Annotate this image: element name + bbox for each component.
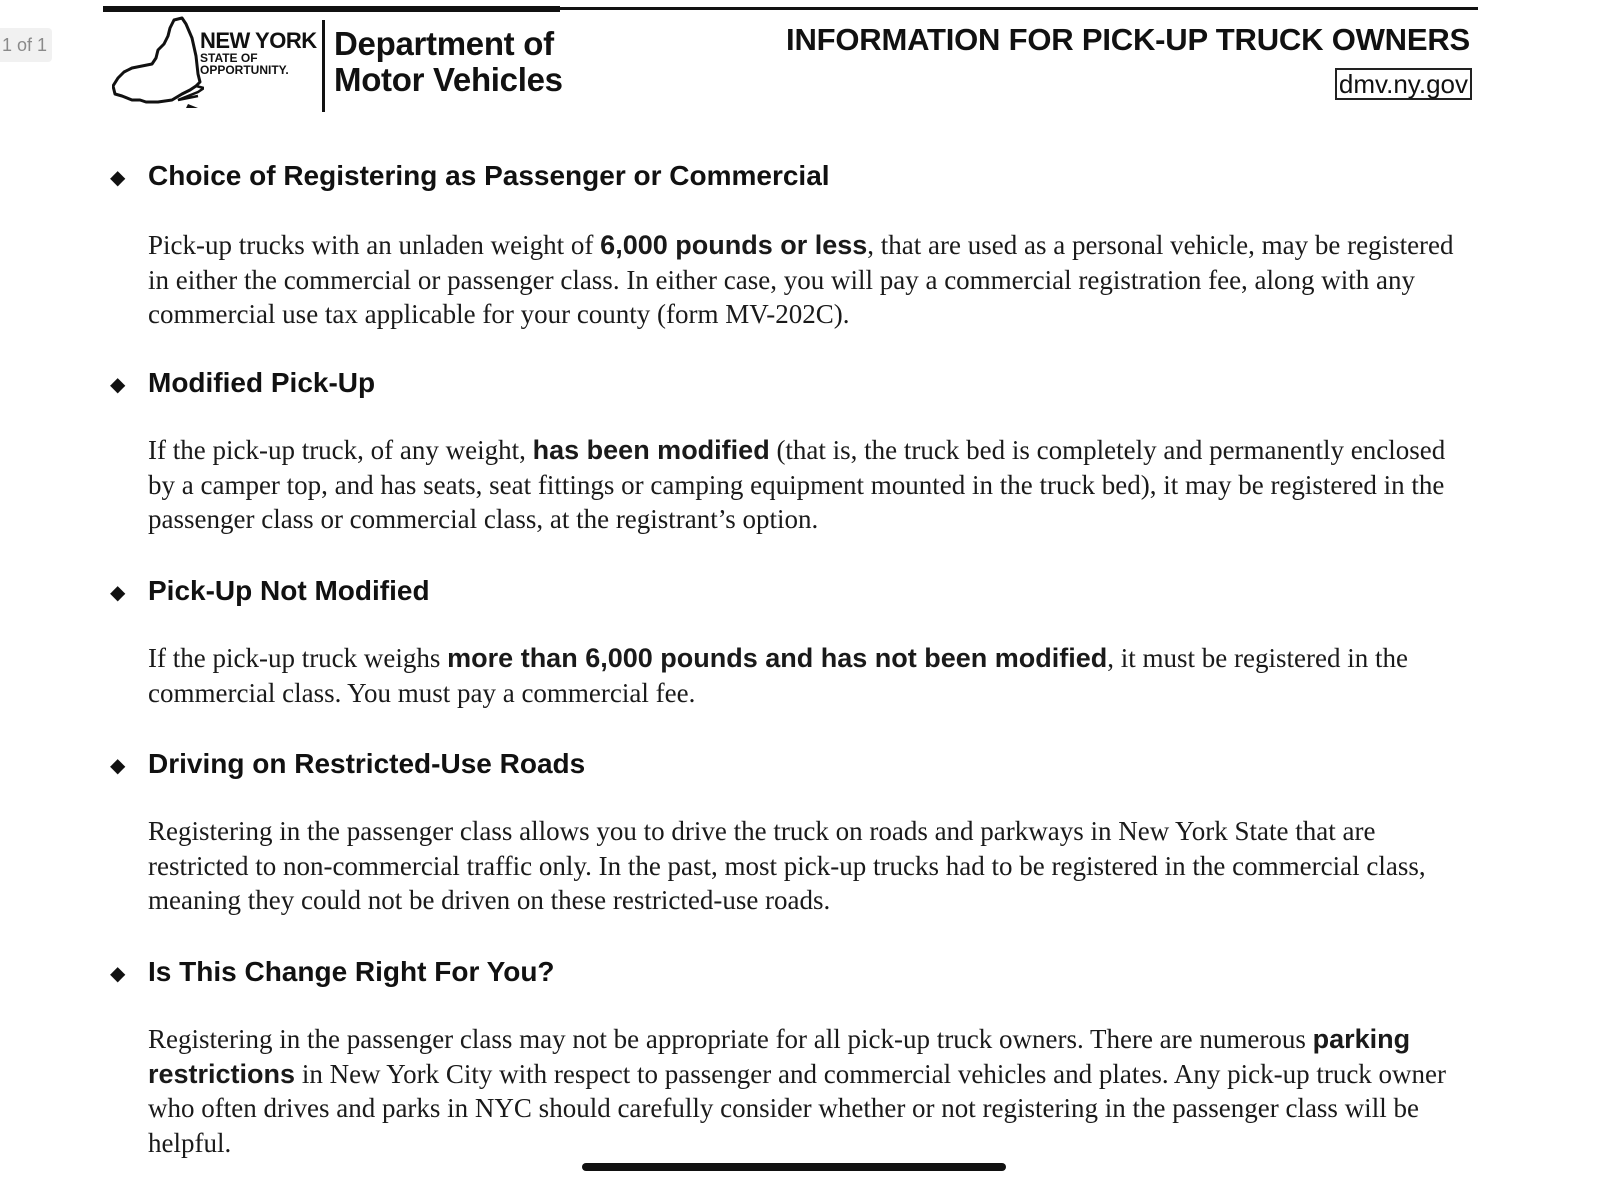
section-paragraph (148, 1022, 1468, 1160)
page-counter: 1 of 1 (0, 28, 52, 62)
section-paragraph (148, 433, 1468, 537)
paragraph-text: If the pick-up truck, of any weight, (148, 435, 533, 465)
section-paragraph (148, 228, 1468, 332)
section-heading: Driving on Restricted-Use Roads (148, 748, 586, 779)
paragraph-text: If the pick-up truck weighs (148, 643, 448, 673)
header-rule-thick (103, 6, 560, 12)
agency-name (334, 26, 563, 98)
paragraph-emphasis: more than 6,000 pounds and has not been modified (447, 643, 1108, 673)
new-york-state-outline-icon (112, 16, 204, 112)
section-paragraph (148, 814, 1468, 918)
tagline-line1: STATE OF (200, 51, 258, 65)
document-title: INFORMATION FOR PICK-UP TRUCK OWNERS (786, 22, 1470, 57)
section-heading: Modified Pick-Up (148, 367, 376, 398)
home-indicator-bar[interactable] (582, 1163, 1006, 1171)
logo-divider (322, 20, 325, 112)
section-paragraph (148, 641, 1468, 710)
tagline-line2: OPPORTUNITY. (200, 63, 289, 77)
diamond-bullet-icon: ◆ (110, 753, 126, 777)
section-heading: Pick-Up Not Modified (148, 575, 430, 606)
paragraph-text: Pick-up trucks with an unladen weight of (148, 230, 601, 260)
diamond-bullet-icon: ◆ (110, 961, 126, 985)
diamond-bullet-icon: ◆ (110, 372, 126, 396)
paragraph-text-end: , it must be registered in the commercial class. You must pay a commercial fee. (148, 643, 1408, 708)
paragraph-text-end: (that is, the truck bed is completely and permanently enclosed by a camper top, and has seats, seat fittings or camping equipment mounted in the truck bed), it may be registered in the passenger class or commercial class, at the registrant’s option. (148, 435, 1446, 534)
paragraph-text-end: , that are used as a personal vehicle, may be registered in either the commercial or passenger class. In either case, you will pay a commercial registration fee, along with any commercial use tax applicable for your county (form MV-202C). (148, 230, 1454, 329)
ny-wordmark (200, 30, 317, 76)
paragraph-text: Registering in the passenger class may not be appropriate for all pick-up truck owners. There are numerous (148, 1024, 1313, 1054)
agency-name-line2: Motor Vehicles (334, 61, 563, 98)
state-name: NEW YORK (200, 28, 317, 53)
diamond-bullet-icon: ◆ (110, 165, 126, 189)
paragraph-emphasis: 6,000 pounds or less (600, 230, 868, 260)
agency-name-line1: Department of (334, 25, 554, 62)
paragraph-text: Registering in the passenger class allows you to drive the truck on roads and parkways in New York State that are restricted to non-commercial traffic only. In the past, most pick-up trucks had to be registered in the commercial class, meaning they could not be driven on these restricted-use roads. (148, 816, 1426, 915)
paragraph-emphasis: parking restrictions (148, 1024, 1411, 1089)
paragraph-emphasis: has been modified (532, 435, 770, 465)
diamond-bullet-icon: ◆ (110, 580, 126, 604)
website-link[interactable]: dmv.ny.gov (1335, 68, 1472, 100)
dmv-logo (112, 16, 582, 116)
section-heading: Is This Change Right For You? (148, 956, 555, 987)
header-rule-thin (560, 7, 1478, 10)
section-heading: Choice of Registering as Passenger or Commercial (148, 160, 830, 191)
paragraph-text-end: in New York City with respect to passenger and commercial vehicles and plates. Any pick-up truck owner who often drives and parks in NYC should carefully consider whether or not registering in the passenger class will be helpful. (148, 1058, 1447, 1158)
